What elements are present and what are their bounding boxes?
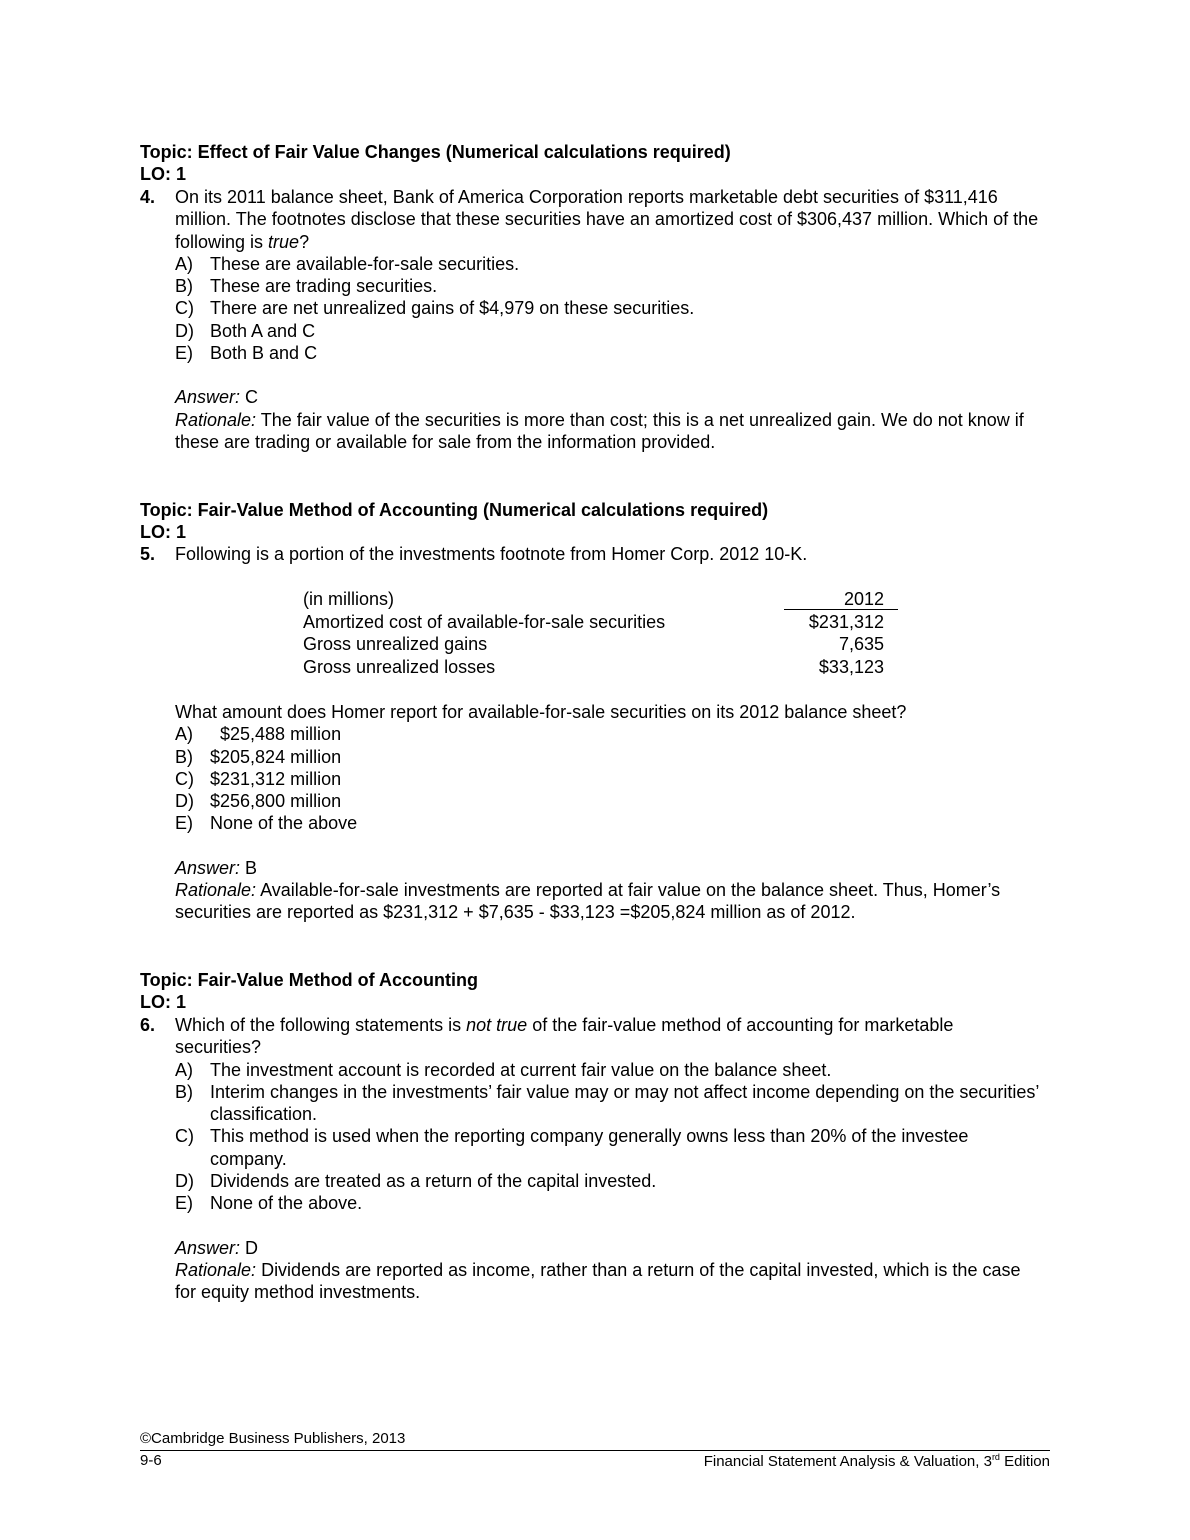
q4-option-c: C) There are net unrealized gains of $4,979 on these securities.	[175, 298, 695, 319]
q5-number: 5.	[140, 544, 156, 564]
q4-text: On its 2011 balance sheet, Bank of America Corporation reports marketable debt securities of $311,416 million. The footnotes disclose that these securities have an amortized cost of $306,437 million. Which of the following is true?	[175, 187, 1039, 252]
row-value: 7,635	[838, 634, 884, 654]
question-5	[140, 543, 1040, 565]
table-header-year: 2012	[843, 589, 884, 609]
q4-answer: Answer: C	[175, 387, 259, 408]
table-row	[303, 633, 898, 656]
q5-option-a: A) $25,488 million	[175, 724, 342, 745]
q5-options	[175, 723, 1040, 834]
q5-answer: Answer: B	[175, 857, 258, 878]
q4-topic-title: Topic: Effect of Fair Value Changes (Numerical calculations required)	[140, 142, 731, 162]
footer-book-title: Financial Statement Analysis & Valuation, 3rd Edition	[703, 1452, 1050, 1470]
table-row	[303, 656, 898, 679]
q6-answer: Answer: D	[175, 1237, 259, 1258]
q5-lo: LO: 1	[140, 522, 187, 542]
q6-option-b: B) Interim changes in the investments’ fair value may or may not affect income depending on the securities’ classification.	[175, 1081, 1039, 1125]
q6-option-a: A) The investment account is recorded at current fair value on the balance sheet.	[175, 1059, 832, 1080]
table-row	[303, 611, 898, 634]
q4-option-a: A) These are available-for-sale securities.	[175, 253, 520, 274]
q6-topic	[140, 969, 478, 1013]
footer-page-number: 9-6	[140, 1452, 162, 1469]
q4-option-d: D) Both A and C	[175, 320, 316, 341]
footer-rule	[140, 1450, 1050, 1451]
row-value: $33,123	[818, 656, 884, 677]
investments-table	[303, 588, 898, 678]
question-5-body	[140, 701, 1040, 924]
q6-topic-title: Topic: Fair-Value Method of Accounting	[140, 970, 478, 990]
q4-number: 4.	[140, 187, 156, 207]
q6-option-d: D) Dividends are treated as a return of the capital invested.	[175, 1171, 657, 1192]
footer-copyright: ©Cambridge Business Publishers, 2013	[140, 1430, 406, 1447]
q5-option-b: B) $205,824 million	[175, 746, 342, 767]
table-header-label: (in millions)	[303, 589, 395, 609]
q4-option-e: E) Both B and C	[175, 343, 318, 364]
q6-lo: LO: 1	[140, 992, 187, 1012]
row-label: Gross unrealized losses	[303, 656, 496, 677]
q6-option-e: E) None of the above.	[175, 1193, 363, 1214]
q5-option-c: C) $231,312 million	[175, 768, 342, 789]
row-value: $231,312	[808, 611, 884, 632]
q5-rationale: Rationale: Available-for-sale investments are reported at fair value on the balance sheet. Thus, Homer’s securities are reported as $231,312 + $7,635 - $33,123 =$205,824 million as of 2012.	[175, 880, 1001, 923]
q6-rationale: Rationale: Dividends are reported as income, rather than a return of the capital invested, which is the case for equity method investments.	[175, 1259, 1021, 1303]
q5-option-d: D) $256,800 million	[175, 791, 342, 812]
q4-options	[175, 253, 1040, 364]
q6-number: 6.	[140, 1015, 156, 1035]
row-label: Amortized cost of available-for-sale securities	[303, 611, 666, 632]
q5-text: Following is a portion of the investments footnote from Homer Corp. 2012 10-K.	[175, 544, 808, 564]
q5-topic-title: Topic: Fair-Value Method of Accounting (Numerical calculations required)	[140, 500, 769, 520]
q6-option-c: C) This method is used when the reporting company generally owns less than 20% of the investee company.	[175, 1126, 969, 1169]
question-4	[140, 186, 1040, 453]
table-header-row	[303, 588, 898, 611]
q4-topic	[140, 141, 731, 185]
q4-lo: LO: 1	[140, 164, 187, 184]
q5-question: What amount does Homer report for available-for-sale securities on its 2012 balance sheet?	[175, 702, 907, 722]
q6-text: Which of the following statements is not true of the fair-value method of accounting for marketable securities?	[175, 1015, 954, 1058]
q5-topic	[140, 499, 768, 543]
q4-option-b: B) These are trading securities.	[175, 276, 438, 297]
question-6	[140, 1014, 1040, 1304]
q4-rationale: Rationale: The fair value of the securities is more than cost; this is a net unrealized gain. We do not know if these are trading or available for sale from the information provided.	[175, 409, 1024, 452]
row-label: Gross unrealized gains	[303, 634, 488, 654]
q6-options	[175, 1059, 1040, 1215]
q5-option-e: E) None of the above	[175, 813, 358, 834]
